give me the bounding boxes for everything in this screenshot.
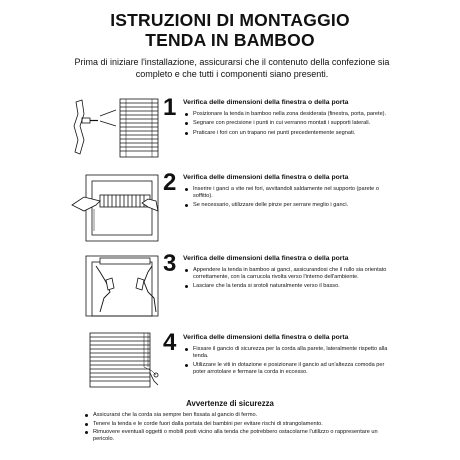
step-bullet: Segnare con precisione i punti in cui verranno montati i supporti laterali. bbox=[183, 120, 393, 127]
step-bullet: Posizionare la tenda in bamboo nella zona desiderata (finestra, porta, parete). bbox=[183, 111, 393, 118]
step-heading: Verifica delle dimensioni della finestra o della porta bbox=[183, 334, 349, 341]
step-bullet: Appendere la tenda in bamboo ai ganci, assicurandosi che il rullo sia orientato correttamente, con la carrucola rivolta verso l'interno dell'ambiente. bbox=[183, 267, 393, 281]
step-heading: Verifica delle dimensioni della finestra o della porta bbox=[183, 174, 349, 181]
safety-hook-illustration-icon bbox=[70, 331, 162, 389]
step-bullet: Utilizzare le viti in dotazione e posizionare il gancio ad un'altezza comoda per poter arrotolare e fermare la corda in eccesso. bbox=[183, 362, 393, 376]
step-bullet: Fissare il gancio di sicurezza per la corda alla parete, lateralmente rispetto alla tenda. bbox=[183, 346, 393, 360]
step-number: 3 bbox=[163, 250, 177, 277]
safety-heading: Avvertenze di sicurezza bbox=[186, 399, 274, 408]
step-bullet: Lasciare che la tenda si srotoli naturalmente verso il basso. bbox=[183, 283, 393, 290]
hanging-blind-illustration-icon bbox=[70, 252, 162, 318]
safety-bullet: Rimuovere eventuali oggetti o mobili posti vicino alla tenda che potrebbero ostacolarne l'utilizzo o rappresentare un pericolo. bbox=[84, 429, 384, 443]
safety-bullet: Tenere la tenda e le corde fuori dalla portata dei bambini per evitare rischi di strangolamento. bbox=[84, 421, 384, 428]
step-heading: Verifica delle dimensioni della finestra o della porta bbox=[183, 99, 349, 106]
intro-text: Prima di iniziare l'installazione, assicurarsi che il contenuto della confezione sia completo e che tutti i componenti siano presenti. bbox=[74, 57, 390, 79]
title-line-1: ISTRUZIONI DI MONTAGGIO bbox=[110, 10, 350, 30]
step-bullet: Se necessario, utilizzare delle pinze per serrare meglio i ganci. bbox=[183, 202, 393, 209]
step-number: 1 bbox=[163, 94, 177, 121]
step-bullet: Inserire i ganci a vite nei fori, avvitandoli saldamente nel supporto (parete o soffitto). bbox=[183, 186, 393, 200]
window-hook-mounting-illustration-icon bbox=[70, 171, 162, 243]
safety-bullet: Assicurarsi che la corda sia sempre ben fissata al gancio di fermo. bbox=[84, 412, 384, 419]
safety-warnings bbox=[0, 399, 460, 442]
step-bullet: Praticare i fori con un trapano nei punti precedentemente segnati. bbox=[183, 130, 393, 137]
blind-and-drill-illustration-icon bbox=[70, 96, 162, 162]
step-number: 2 bbox=[163, 169, 177, 196]
step-number: 4 bbox=[163, 329, 177, 356]
document-title bbox=[0, 10, 460, 50]
step-heading: Verifica delle dimensioni della finestra o della porta bbox=[183, 255, 349, 262]
title-line-2: TENDA IN BAMBOO bbox=[145, 30, 315, 50]
